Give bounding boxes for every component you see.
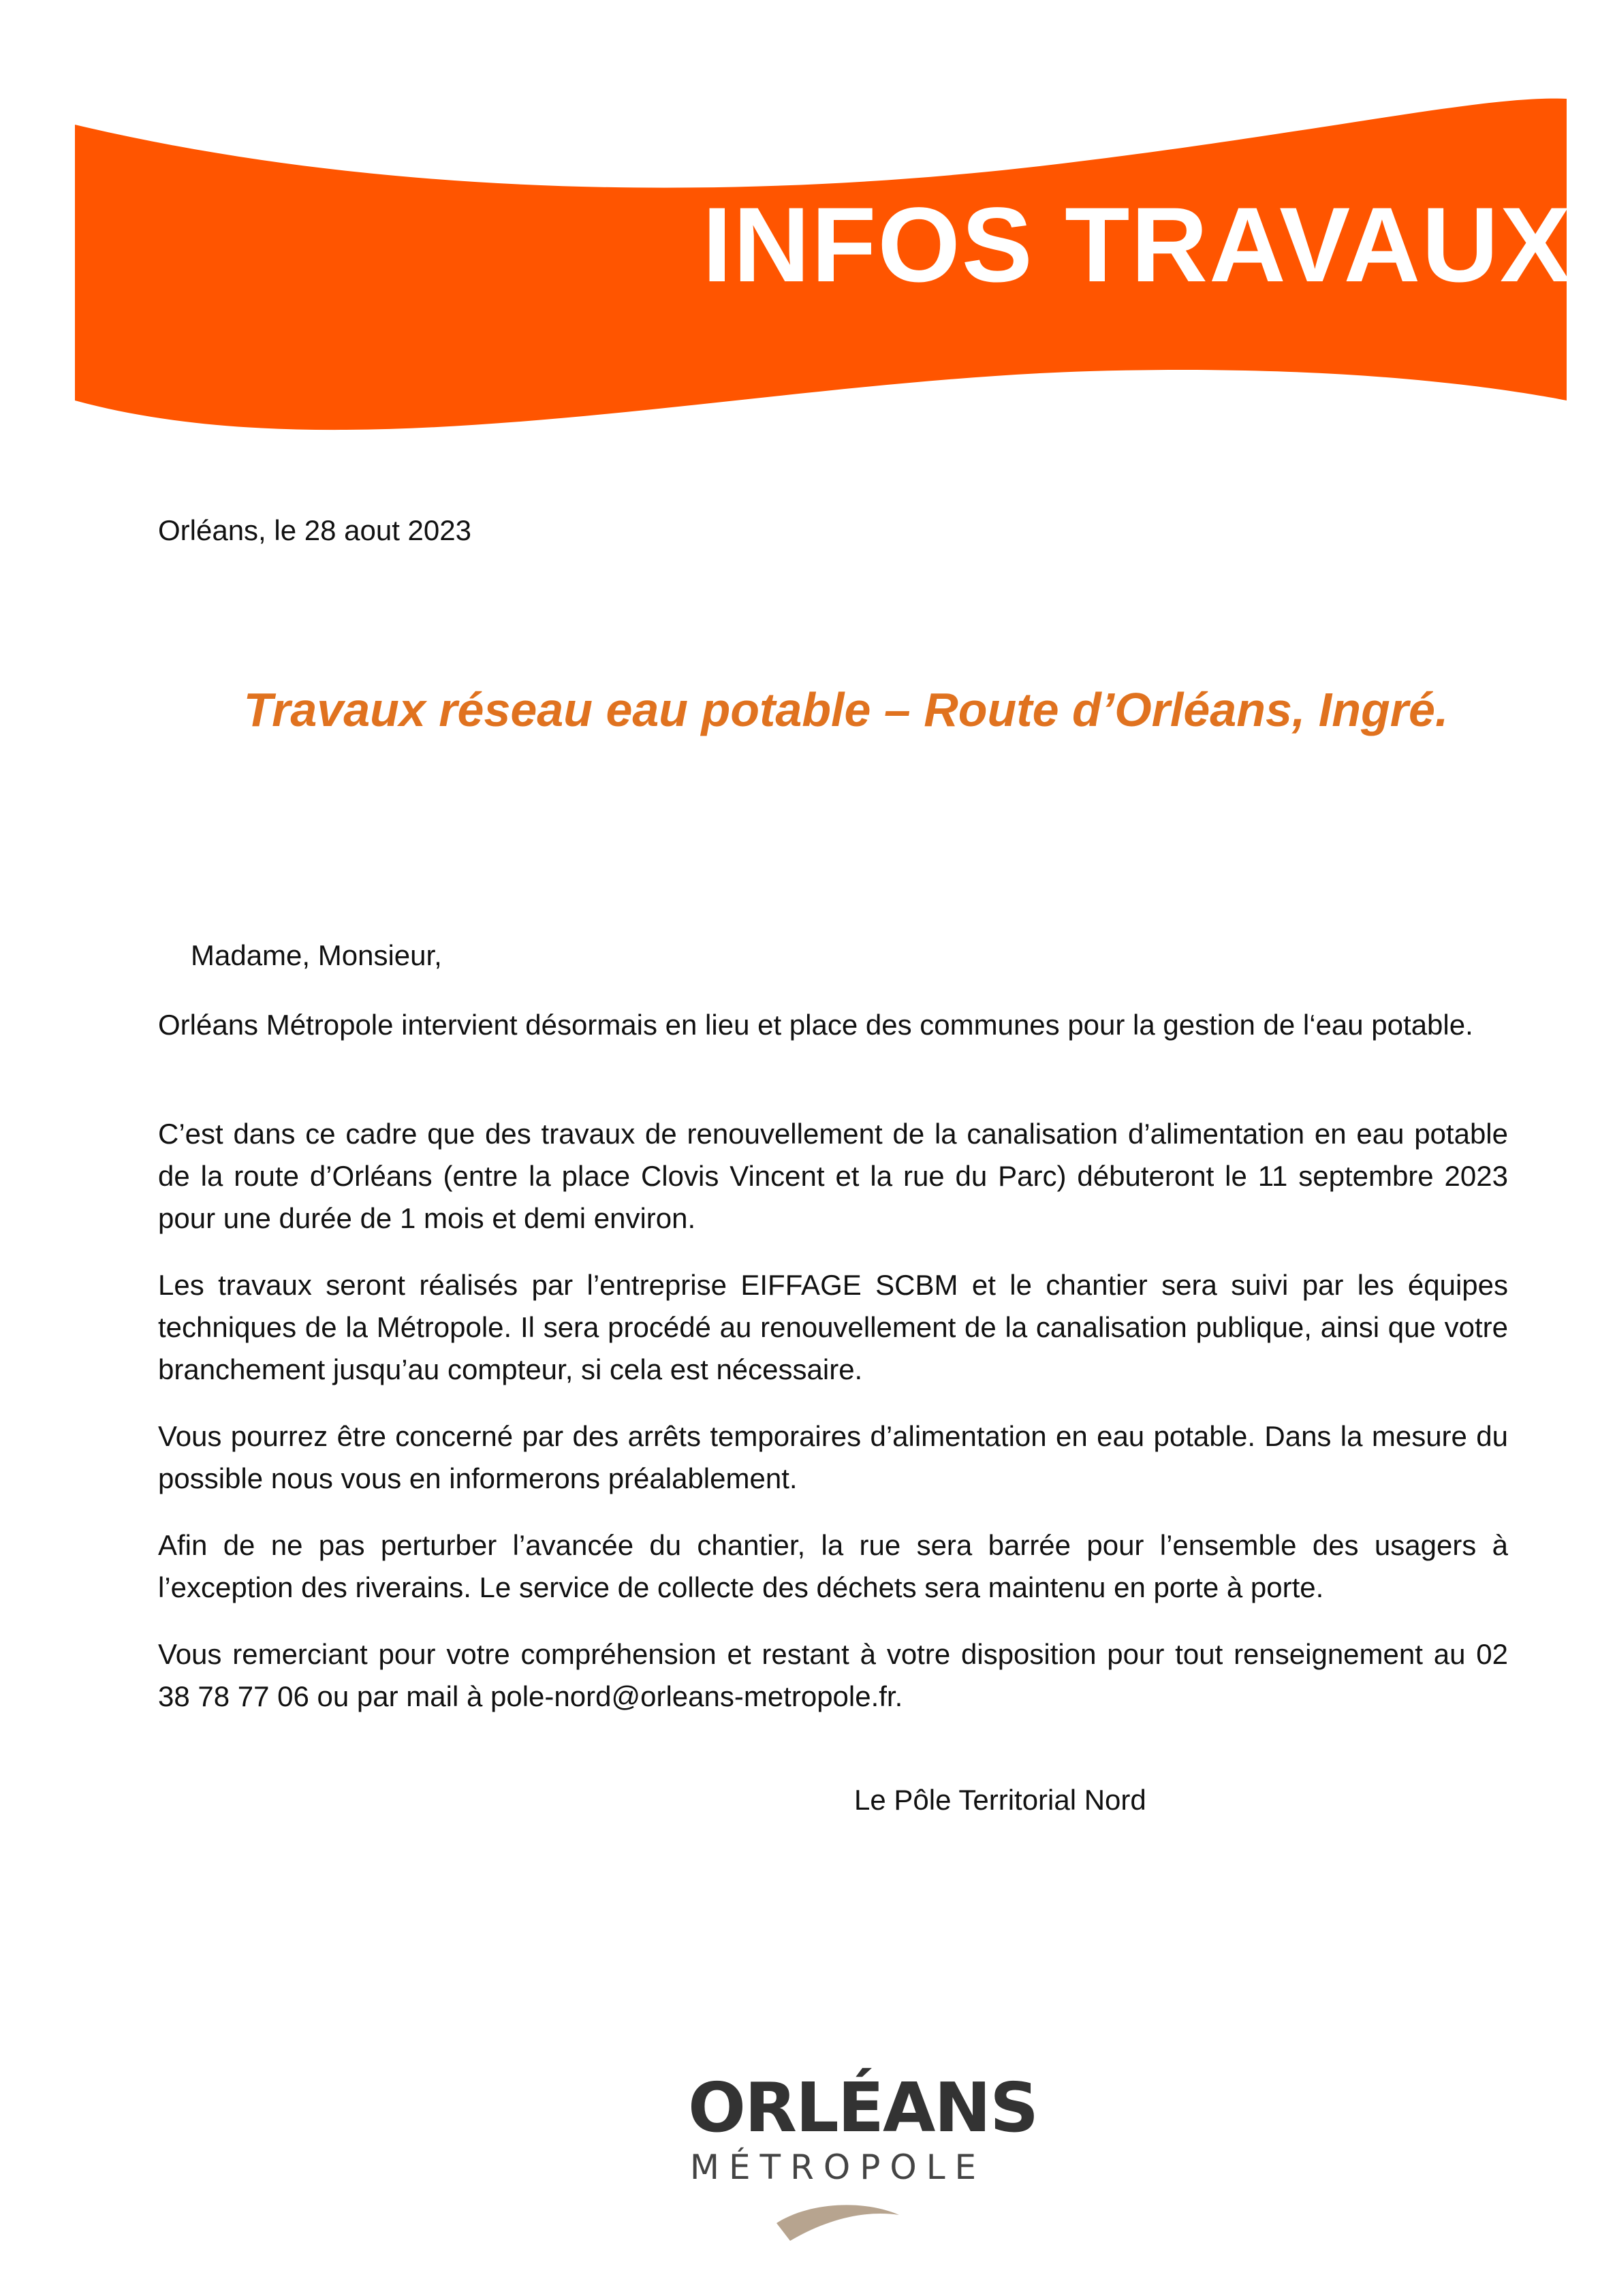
letter-signature: Le Pôle Territorial Nord (854, 1784, 1146, 1816)
orleans-metropole-logo (688, 2068, 1038, 2248)
paragraph-road-closure: Afin de ne pas perturber l’avancée du chantier, la rue sera barrée pour l’ensemble des usagers à l’exception des riverains. Le service de collecte des déchets sera maintenu en porte à porte. (158, 1529, 1508, 1603)
paragraph-contractor: Les travaux seront réalisés par l’entreprise EIFFAGE SCBM et le chantier sera suivi par les équipes techniques de la Métropole. Il sera procédé au renouvellement de la canalisation publique, ainsi que votre branchement jusqu’au compteur, si cela est nécessaire. (158, 1269, 1508, 1385)
paragraph-works-dates: C’est dans ce cadre que des travaux de renouvellement de la canalisation d’alimentation en eau potable de la route d’Orléans (entre la place Clovis Vincent et la rue du Parc) débuteront le 11 septembre 2023 pour une durée de 1 mois et demi environ. (158, 1118, 1508, 1234)
logo-wordmark: ORLÉANS (688, 2068, 1038, 2148)
logo-subtitle: MÉTROPOLE (689, 2148, 986, 2187)
banner-title: INFOS TRAVAUX (702, 186, 1572, 304)
letter-date: Orléans, le 28 aout 2023 (158, 514, 471, 546)
paragraph-intro: Orléans Métropole intervient désormais en lieu et place des communes pour la gestion de l‘eau potable. (158, 1009, 1473, 1041)
paragraph-contact: Vous remerciant pour votre compréhension et restant à votre disposition pour tout renseignement au 02 38 78 77 06 ou par mail à pole-nord@orleans-metropole.fr. (158, 1638, 1508, 1712)
letter-salutation: Madame, Monsieur, (191, 939, 442, 971)
paragraph-water-interruptions: Vous pourrez être concerné par des arrêts temporaires d’alimentation en eau potable. Dans la mesure du possible nous vous en informerons préalablement. (158, 1420, 1508, 1494)
letter-title: Travaux réseau eau potable – Route d’Orléans, Ingré. (243, 683, 1449, 736)
logo-swoosh-icon (770, 2188, 906, 2249)
